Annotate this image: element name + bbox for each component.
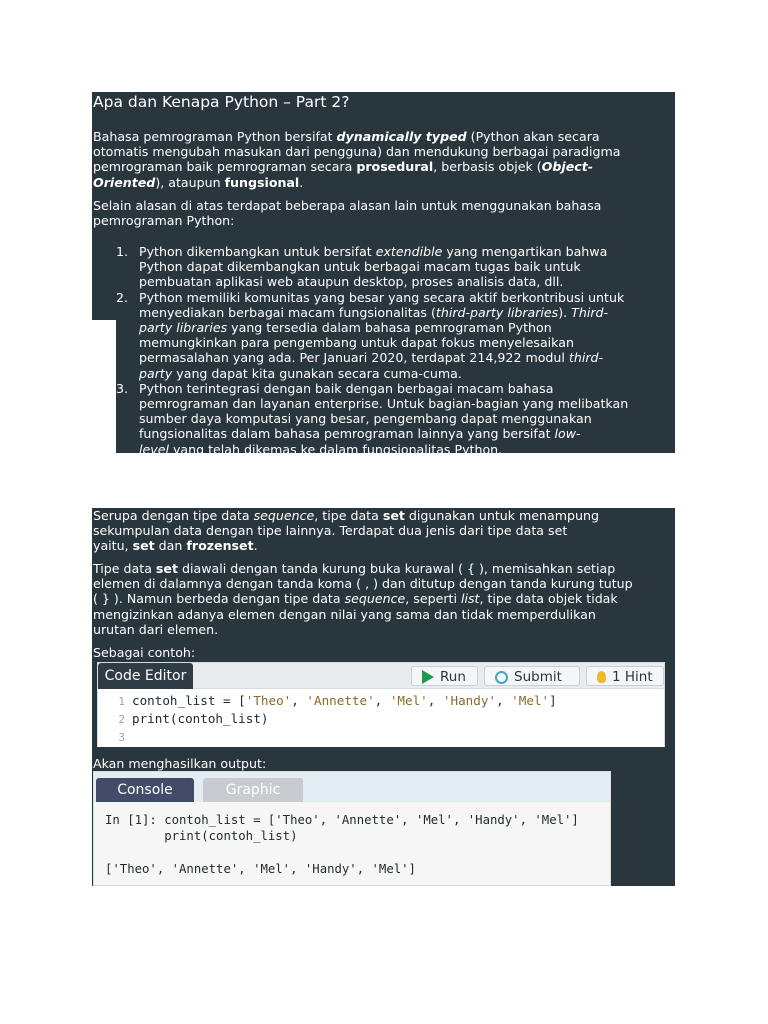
- code-editor-tab[interactable]: Code Editor: [98, 663, 193, 690]
- hint-button[interactable]: 1 Hint: [586, 666, 664, 686]
- console-output-line: ['Theo', 'Annette', 'Mel', 'Handy', 'Mel']: [105, 862, 416, 876]
- console-input-line: In [1]: contoh_list = ['Theo', 'Annette', 'Mel', 'Handy', 'Mel']: [105, 813, 579, 827]
- set-intro-paragraph: Serupa dengan tipe data sequence, tipe data set digunakan untuk menampung sekumpulan data dengan tipe lainnya. Terdapat dua jenis dari tipe data set yaitu, set dan frozenset.: [93, 508, 599, 554]
- code-editor: [97, 662, 665, 747]
- reasons-list: [116, 244, 628, 457]
- list-item: 1. Python dikembangkan untuk bersifat extendible yang mengartikan bahwa Python dapat dikembangkan untuk berbagai macam tugas baik untuk pembuatan aplikasi web ataupun desktop, proses analisis data, dll.: [116, 244, 608, 290]
- console-tabs: [94, 772, 610, 802]
- submit-icon: [495, 671, 508, 684]
- run-button[interactable]: Run: [411, 666, 478, 686]
- intro-paragraph: Bahasa pemrograman Python bersifat dynamically typed (Python akan secara otomatis mengubah masukan dari pengguna) dan mendukung berbagai paradigma pemrograman baik pemrograman secara prosedural, berbasis objek (Object- Oriented), ataupun fungsional.: [93, 129, 621, 190]
- panel-notch: [92, 320, 116, 453]
- console-input-line: print(contoh_list): [105, 829, 298, 843]
- code-editor-toolbar: [97, 662, 665, 689]
- code-line: 1 contoh_list = ['Theo', 'Annette', 'Mel', 'Handy', 'Mel']: [118, 693, 557, 708]
- code-line: 2 print(contoh_list): [118, 711, 269, 726]
- example-label: Sebagai contoh:: [93, 645, 196, 660]
- list-item: 2. Python memiliki komunitas yang besar yang secara aktif berkontribusi untuk menyediakan berbagai macam fungsionalitas (third-party libraries). Third- party libraries yang tersedia dalam bahasa pemrograman Python memungkinkan para pengembang untuk dapat fokus menyelesaikan permasalahan yang ada. Per Januari 2020, terdapat 214,922 modul third- party yang dapat kita gunakan secara cuma-cuma.: [116, 289, 625, 381]
- set-syntax-paragraph: Tipe data set diawali dengan tanda kurung buka kurawal ( { ), memisahkan setiap elemen di dalamnya dengan tanda koma ( , ) dan ditutup dengan tanda kurung tutup ( } ). Namun berbeda dengan tipe data sequence, seperti list, tipe data objek tidak mengizinkan adanya elemen dengan nilai yang sama dan tidak memperdulikan urutan dari elemen.: [93, 561, 633, 637]
- submit-button[interactable]: Submit: [484, 666, 580, 686]
- tab-console[interactable]: Console: [96, 778, 194, 802]
- section-title: Apa dan Kenapa Python – Part 2?: [93, 93, 350, 111]
- console-output: [94, 802, 610, 885]
- tab-graphic[interactable]: Graphic: [203, 778, 303, 802]
- python-intro-panel: [92, 92, 675, 457]
- list-item: 3. Python terintegrasi dengan baik dengan berbagai macam bahasa pemrograman dan layanan enterprise. Untuk bagian-bagian yang melibatkan sumber daya komputasi yang besar, pengembang dapat menggunakan fungsionalitas dalam bahasa pemrograman lainnya yang bersifat low- level yang telah dikemas ke dalam fungsionalitas Python.: [116, 380, 629, 457]
- reasons-intro-paragraph: Selain alasan di atas terdapat beberapa alasan lain untuk menggunakan bahasa pemrograman Python:: [93, 198, 602, 229]
- console-panel: [93, 771, 611, 886]
- play-icon: [422, 670, 434, 684]
- lightbulb-icon: [597, 671, 606, 683]
- output-label: Akan menghasilkan output:: [93, 756, 267, 771]
- code-area[interactable]: [97, 689, 665, 747]
- code-line: 3: [118, 731, 125, 744]
- set-datatype-panel: [92, 508, 675, 886]
